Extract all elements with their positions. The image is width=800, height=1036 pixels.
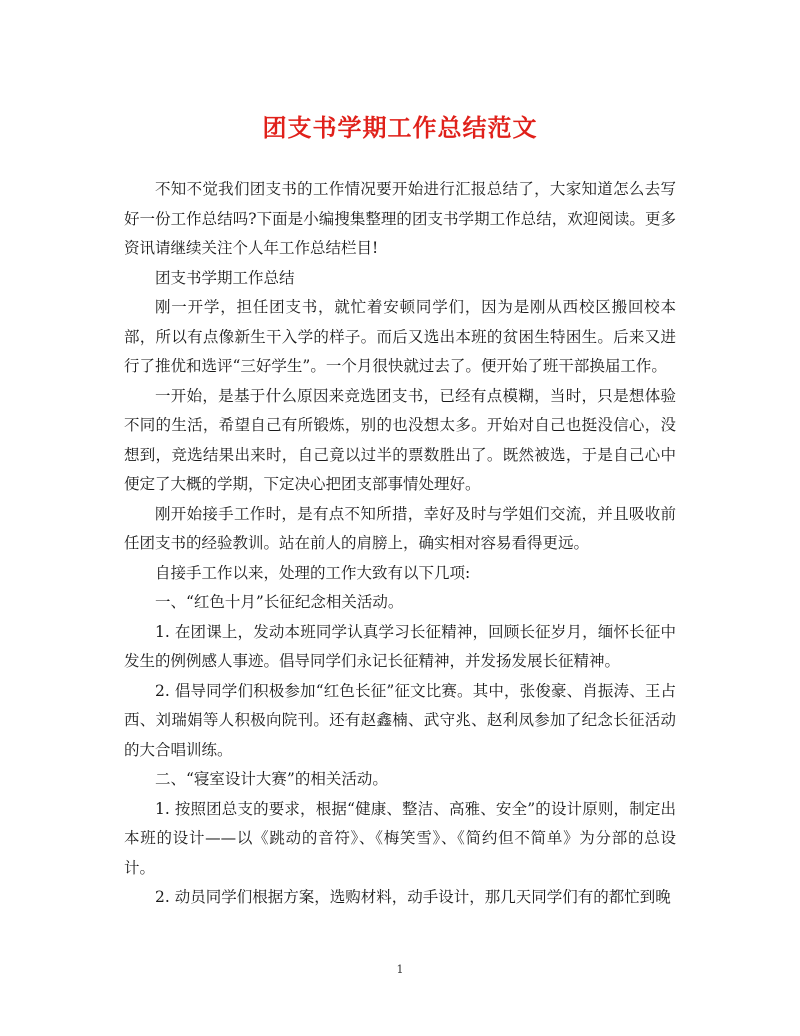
document-title: 团支书学期工作总结范文 (262, 113, 538, 142)
list-item: 2. 倡导同学们积极参加“红色长征”征文比赛。其中，张俊豪、肖振涛、王占西、刘瑞娟等人积极向院刊。还有赵鑫楠、武守兆、赵利凤参加了纪念长征活动的大合唱训练。 (124, 681, 676, 759)
list-item: 1. 在团课上，发动本班同学认真学习长征精神，回顾长征岁月，缅怀长征中发生的例例感人事迹。倡导同学们永记长征精神，并发扬发展长征精神。 (124, 622, 676, 670)
document-body (124, 175, 676, 913)
paragraph: 一开始，是基于什么原因来竞选团支书，已经有点模糊，当时，只是想体验不同的生活，希望自己有所锻炼，别的也没想太多。开始对自己也挺没信心，没想到，竞选结果出来时，自己竟以过半的票数胜出了。既然被选，于是自己心中便定了大概的学期，下定决心把团支部事情处理好。 (124, 386, 676, 493)
paragraph-intro: 不知不觉我们团支书的工作情况要开始进行汇报总结了，大家知道怎么去写好一份工作总结吗?下面是小编搜集整理的团支书学期工作总结，欢迎阅读。更多资讯请继续关注个人年工作总结栏目! (124, 180, 676, 257)
paragraph-subtitle: 团支书学期工作总结 (155, 268, 295, 287)
paragraph: 刚一开学，担任团支书，就忙着安顿同学们，因为是刚从西校区搬回校本部，所以有点像新生干入学的样子。而后又选出本班的贫困生特困生。后来又进行了推优和选评“三好学生”。一个月很快就过去了。便开始了班干部换届工作。 (124, 298, 676, 375)
page-number: 1 (396, 963, 404, 976)
section-heading-1: 一、“红色十月”长征纪念相关活动。 (155, 593, 404, 611)
list-item: 1. 按照团总支的要求，根据“健康、整洁、高雅、安全”的设计原则，制定出本班的设计——以《跳动的音符》、《梅笑雪》、《简约但不简单》为分部的总设计。 (124, 799, 676, 877)
paragraph: 自接手工作以来，处理的工作大致有以下几项: (155, 563, 471, 582)
section-heading-2: 二、“寝室设计大赛”的相关活动。 (155, 770, 388, 788)
paragraph: 刚开始接手工作时，是有点不知所措，幸好及时与学姐们交流，并且吸收前任团支书的经验教训。站在前人的肩膀上，确实相对容易看得更远。 (124, 504, 676, 552)
list-item: 2. 动员同学们根据方案，选购材料，动手设计，那几天同学们有的都忙到晚 (155, 888, 671, 906)
